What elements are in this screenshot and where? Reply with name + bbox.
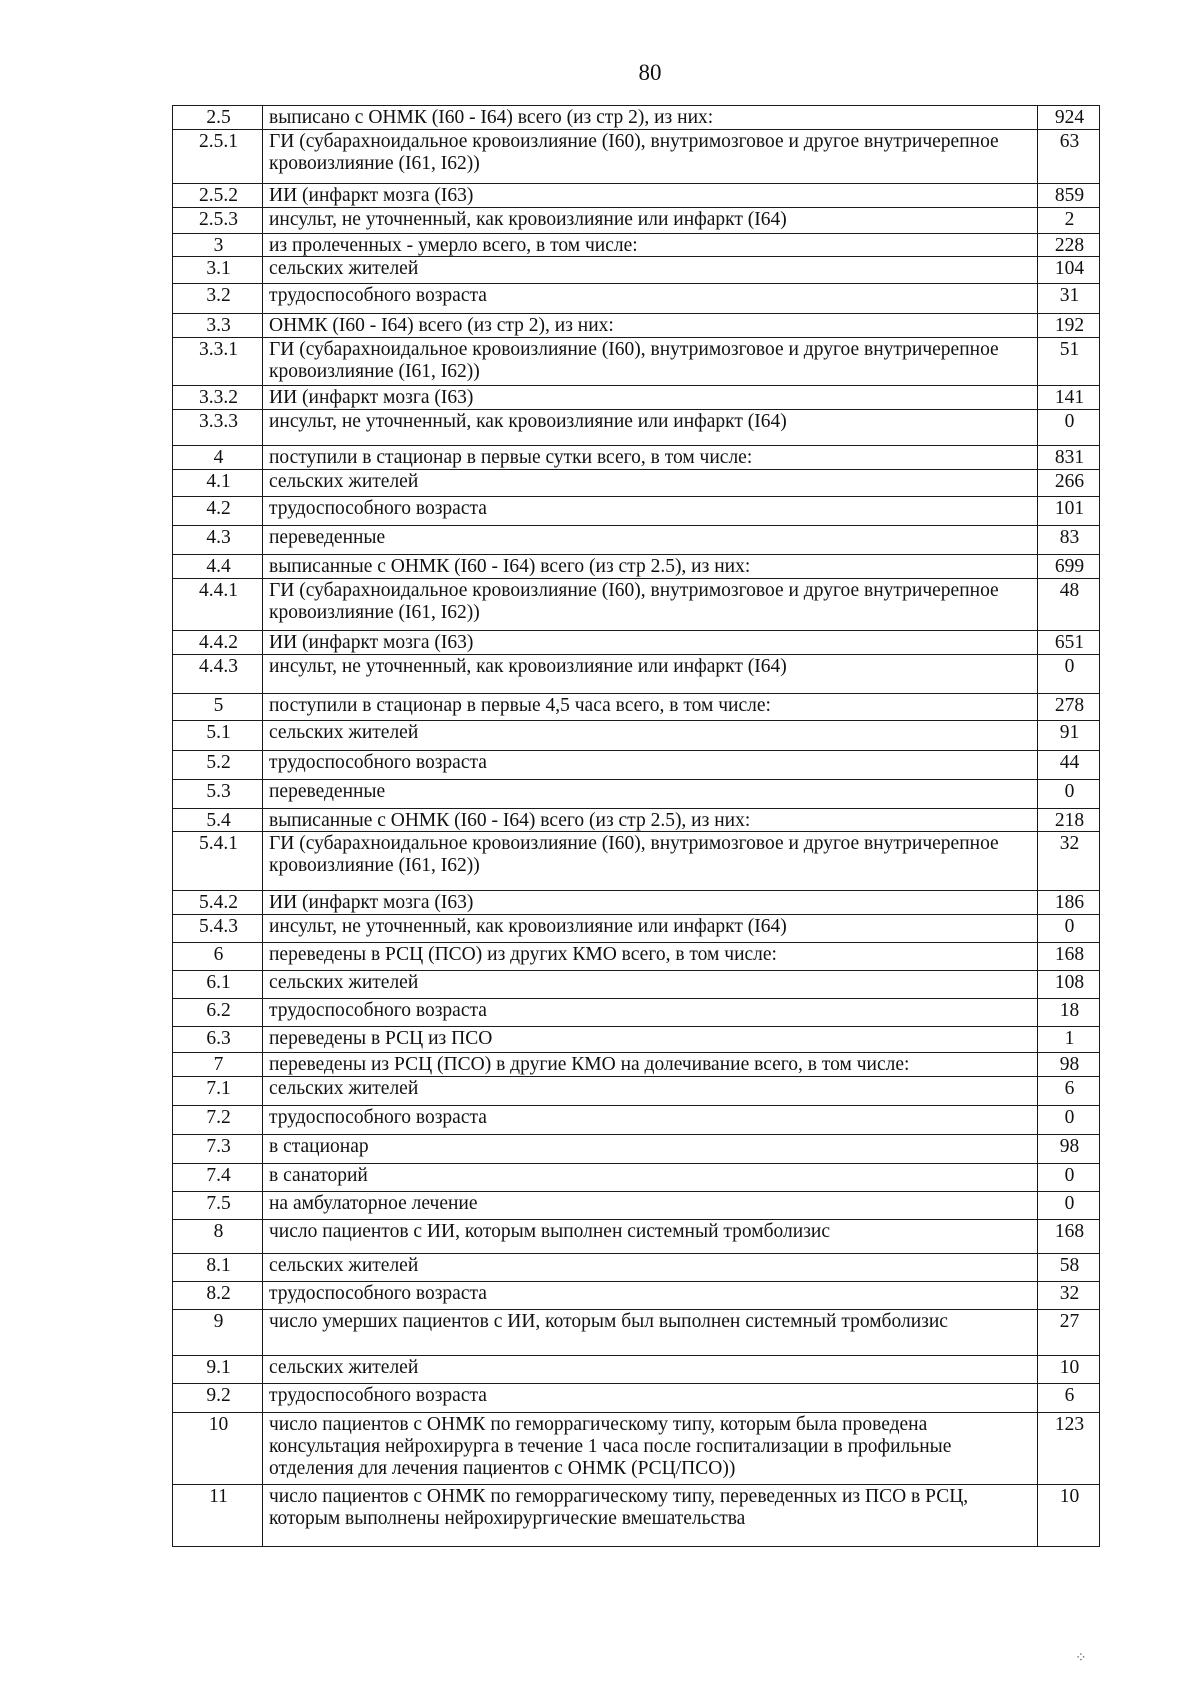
row-label: из пролеченных - умерло всего, в том числе: [263,233,1038,257]
row-number: 6.2 [173,999,263,1027]
table-row [173,1220,1100,1254]
row-number: 4.4.3 [173,654,263,693]
row-value: 10 [1038,1356,1100,1384]
row-label: поступили в стационар в первые сутки всего, в том числе: [263,446,1038,470]
row-label: трудоспособного возраста [263,1384,1038,1413]
row-number: 4.2 [173,496,263,525]
row-number: 7 [173,1053,263,1077]
table-row [173,129,1100,183]
row-number: 9 [173,1310,263,1356]
row-value: 83 [1038,525,1100,554]
table-row [173,469,1100,496]
row-value: 51 [1038,338,1100,386]
row-value: 0 [1038,1192,1100,1220]
row-value: 0 [1038,915,1100,943]
table-row [173,386,1100,410]
table-row [173,554,1100,578]
row-number: 8.1 [173,1254,263,1282]
row-value: 141 [1038,386,1100,410]
row-value: 699 [1038,554,1100,578]
table-row [173,1254,1100,1282]
table-row [173,1485,1100,1547]
table-row [173,943,1100,971]
row-value: 31 [1038,284,1100,314]
row-label: сельских жителей [263,971,1038,999]
row-label: ИИ (инфаркт мозга (I63) [263,891,1038,915]
row-label: поступили в стационар в первые 4,5 часа всего, в том числе: [263,693,1038,720]
row-value: 0 [1038,1164,1100,1192]
row-label: число пациентов с ИИ, которым выполнен системный тромболизис [263,1220,1038,1254]
row-label: переведены в РСЦ (ПСО) из других КМО всего, в том числе: [263,943,1038,971]
row-label: инсульт, не уточненный, как кровоизлияние или инфаркт (I64) [263,207,1038,233]
row-value: 108 [1038,971,1100,999]
row-value: 186 [1038,891,1100,915]
table-row [173,496,1100,525]
table-row [173,779,1100,808]
row-label: ИИ (инфаркт мозга (I63) [263,630,1038,654]
row-label: в стационар [263,1135,1038,1164]
row-number: 5 [173,693,263,720]
table-row [173,257,1100,284]
table-row [173,915,1100,943]
table-row [173,808,1100,832]
row-value: 27 [1038,1310,1100,1356]
row-value: 278 [1038,693,1100,720]
table-row [173,630,1100,654]
row-label: сельских жителей [263,1254,1038,1282]
table-row [173,1310,1100,1356]
row-number: 7.4 [173,1164,263,1192]
table-row [173,720,1100,750]
row-value: 859 [1038,183,1100,207]
row-value: 168 [1038,943,1100,971]
row-value: 1 [1038,1027,1100,1053]
row-number: 7.1 [173,1077,263,1106]
row-label: выписано с ОНМК (I60 - I64) всего (из стр 2), из них: [263,106,1038,130]
row-number: 8.2 [173,1282,263,1310]
row-label: выписанные с ОНМК (I60 - I64) всего (из стр 2.5), из них: [263,554,1038,578]
page-number: 80 [638,60,662,85]
table-row [173,1027,1100,1053]
row-value: 10 [1038,1485,1100,1547]
table-row [173,1135,1100,1164]
row-value: 6 [1038,1384,1100,1413]
table-row [173,207,1100,233]
row-value: 0 [1038,410,1100,446]
table-row [173,314,1100,338]
table-row [173,891,1100,915]
row-value: 32 [1038,1282,1100,1310]
row-value: 0 [1038,654,1100,693]
row-label: трудоспособного возраста [263,1282,1038,1310]
row-value: 18 [1038,999,1100,1027]
table-row [173,1053,1100,1077]
row-number: 3.1 [173,257,263,284]
row-label: трудоспособного возраста [263,284,1038,314]
row-label: переведены из РСЦ (ПСО) в другие КМО на долечивание всего, в том числе: [263,1053,1038,1077]
row-value: 44 [1038,750,1100,779]
statistics-table-body [173,106,1100,1547]
scan-artifact: ⁘ [1075,1651,1087,1666]
row-number: 6.3 [173,1027,263,1053]
row-value: 32 [1038,832,1100,891]
row-value: 91 [1038,720,1100,750]
row-number: 4.4.2 [173,630,263,654]
row-value: 98 [1038,1135,1100,1164]
row-value: 63 [1038,129,1100,183]
row-number: 7.5 [173,1192,263,1220]
row-number: 4.1 [173,469,263,496]
table-row [173,1282,1100,1310]
row-number: 3.3.3 [173,410,263,446]
table-row [173,832,1100,891]
row-label: ГИ (субарахноидальное кровоизлияние (I60), внутримозговое и другое внутричерепное кровоизлияние (I61, I62)) [263,578,1038,630]
row-number: 7.3 [173,1135,263,1164]
table-row [173,1106,1100,1135]
table-row [173,446,1100,470]
table-row [173,999,1100,1027]
table-row [173,1077,1100,1106]
row-label: трудоспособного возраста [263,999,1038,1027]
row-value: 168 [1038,1220,1100,1254]
row-number: 3.2 [173,284,263,314]
row-number: 4.4.1 [173,578,263,630]
row-label: сельских жителей [263,1077,1038,1106]
row-number: 2.5.3 [173,207,263,233]
row-number: 5.4.3 [173,915,263,943]
row-value: 228 [1038,233,1100,257]
table-row [173,1164,1100,1192]
row-value: 924 [1038,106,1100,130]
row-label: трудоспособного возраста [263,1106,1038,1135]
row-number: 5.4.1 [173,832,263,891]
row-label: инсульт, не уточненный, как кровоизлияние или инфаркт (I64) [263,410,1038,446]
row-value: 2 [1038,207,1100,233]
row-number: 4.4 [173,554,263,578]
row-value: 104 [1038,257,1100,284]
row-number: 3 [173,233,263,257]
row-number: 3.3.1 [173,338,263,386]
row-number: 2.5.2 [173,183,263,207]
row-number: 5.1 [173,720,263,750]
table-row [173,1384,1100,1413]
row-number: 3.3 [173,314,263,338]
row-label: сельских жителей [263,1356,1038,1384]
row-label: ОНМК (I60 - I64) всего (из стр 2), из них: [263,314,1038,338]
row-number: 9.1 [173,1356,263,1384]
table-row [173,654,1100,693]
row-value: 6 [1038,1077,1100,1106]
row-value: 123 [1038,1413,1100,1485]
row-value: 48 [1038,578,1100,630]
row-label: число умерших пациентов с ИИ, которым был выполнен системный тромболизис [263,1310,1038,1356]
row-label: ГИ (субарахноидальное кровоизлияние (I60), внутримозговое и другое внутричерепное кровоизлияние (I61, I62)) [263,832,1038,891]
row-label: число пациентов с ОНМК по геморрагическому типу, которым была проведена консультация нейрохирурга в течение 1 часа после госпитализации в профильные отделения для лечения пациентов с ОНМК (РСЦ/ПСО)) [263,1413,1038,1485]
row-number: 5.2 [173,750,263,779]
row-number: 5.4 [173,808,263,832]
row-number: 11 [173,1485,263,1547]
row-label: трудоспособного возраста [263,750,1038,779]
row-label: на амбулаторное лечение [263,1192,1038,1220]
row-number: 2.5.1 [173,129,263,183]
row-label: ИИ (инфаркт мозга (I63) [263,386,1038,410]
row-value: 0 [1038,1106,1100,1135]
table-row [173,1192,1100,1220]
row-label: инсульт, не уточненный, как кровоизлияние или инфаркт (I64) [263,654,1038,693]
row-value: 58 [1038,1254,1100,1282]
row-label: сельских жителей [263,720,1038,750]
row-label: трудоспособного возраста [263,496,1038,525]
table-row [173,693,1100,720]
table-row [173,338,1100,386]
row-label: ГИ (субарахноидальное кровоизлияние (I60), внутримозговое и другое внутричерепное кровоизлияние (I61, I62)) [263,338,1038,386]
row-value: 192 [1038,314,1100,338]
row-label: переведенные [263,525,1038,554]
row-value: 831 [1038,446,1100,470]
row-number: 4 [173,446,263,470]
table-row [173,971,1100,999]
table-row [173,1413,1100,1485]
row-label: в санаторий [263,1164,1038,1192]
row-value: 0 [1038,779,1100,808]
statistics-table [172,105,1100,1547]
table-row [173,578,1100,630]
row-label: сельских жителей [263,257,1038,284]
table-row [173,183,1100,207]
table-row [173,525,1100,554]
row-label: переведенные [263,779,1038,808]
row-number: 2.5 [173,106,263,130]
row-number: 6 [173,943,263,971]
row-label: ГИ (субарахноидальное кровоизлияние (I60), внутримозговое и другое внутричерепное кровоизлияние (I61, I62)) [263,129,1038,183]
row-number: 8 [173,1220,263,1254]
table-row [173,410,1100,446]
row-value: 651 [1038,630,1100,654]
row-label: число пациентов с ОНМК по геморрагическому типу, переведенных из ПСО в РСЦ, которым выполнены нейрохирургические вмешательства [263,1485,1038,1547]
row-number: 9.2 [173,1384,263,1413]
row-number: 5.3 [173,779,263,808]
row-value: 98 [1038,1053,1100,1077]
row-number: 7.2 [173,1106,263,1135]
row-value: 266 [1038,469,1100,496]
row-number: 10 [173,1413,263,1485]
row-number: 4.3 [173,525,263,554]
row-value: 218 [1038,808,1100,832]
table-row [173,1356,1100,1384]
table-row [173,284,1100,314]
table-row [173,750,1100,779]
row-number: 6.1 [173,971,263,999]
table-row [173,233,1100,257]
row-label: переведены в РСЦ из ПСО [263,1027,1038,1053]
row-number: 5.4.2 [173,891,263,915]
row-label: ИИ (инфаркт мозга (I63) [263,183,1038,207]
row-label: выписанные с ОНМК (I60 - I64) всего (из стр 2.5), из них: [263,808,1038,832]
row-number: 3.3.2 [173,386,263,410]
row-value: 101 [1038,496,1100,525]
row-label: сельских жителей [263,469,1038,496]
row-label: инсульт, не уточненный, как кровоизлияние или инфаркт (I64) [263,915,1038,943]
table-row [173,106,1100,130]
